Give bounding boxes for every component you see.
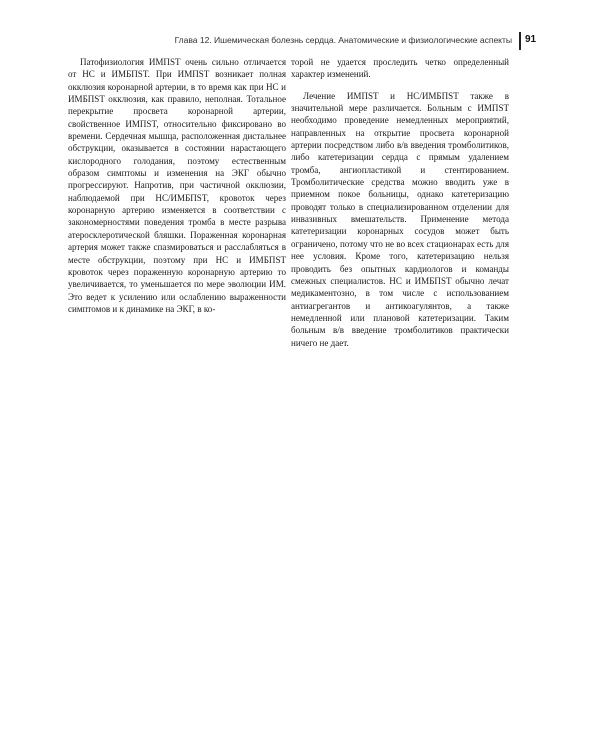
body-paragraph: Патофизиология ИМПST очень сильно отличается от НС и ИМБПST. При ИМПST возникает полная окклюзия коронарной артерии, в то время как при НС и ИМБПST окклюзия, как правило, неполная. Тотальное перекрытие просвета коронарной артерии, свойственное ИМПST, относительно фиксировано во времени. Сердечная мышца, расположенная дистальнее обструкции, оказывается в состоянии нарастающего кислородного голодания, поэтому естественным образом симптомы и изменения на ЭКГ обычно прогрессируют. Напротив, при частичной окклюзии, наблюдаемой при НС/ИМБПST, кровоток через коронарную артерию изменяется в соответствии с закономерностями поведения тромба в месте разрыва атеросклеротической бляшки. Пораженная коронарная артерия может также спазмироваться и расслабляться в месте обструкции, поэтому при НС и ИМБПST кровоток через пораженную коронарную артерию то увеличивается, то уменьшается по мере эволюции ИМ. Это ведет к усилению или ослаблению выраженности симптомов и к динамике на ЭКГ, в ко- xyxy=(68,57,286,314)
running-head: Глава 12. Ишемическая болезнь сердца. Анатомические и физиологические аспекты xyxy=(174,35,512,45)
right-column xyxy=(291,56,509,349)
body-paragraph: Лечение ИМПST и НС/ИМБПST также в значительной мере различается. Больным с ИМПST необходимо проведение немедленных мероприятий, направленных на открытие просвета коронарной артерии посредством либо в/в введения тромболитиков, либо катетеризации сердца с прямым удалением тромба, ангиопластикой и стентированием. Тромболитические средства можно вводить уже в приемном покое больницы, однако катетеризацию проводят только в специализированном отделении для инвазивных вмешательств. Применение метода катетеризации коронарных сосудов может быть ограничено, потому что не во всех стационарах есть для нее условия. Кроме того, катетеризацию нельзя проводить без опытных кардиологов и команды смежных специалистов. НС и ИМБПST обычно лечат медикаментозно, в том числе с использованием антиагрегантов и антикоагулянтов, а также немедленной или плановой катетеризации. Таким больным в/в введение тромболитиков практически ничего не дает. xyxy=(291,90,509,348)
header-divider xyxy=(519,32,521,50)
page-header xyxy=(0,33,600,51)
page-number: 91 xyxy=(525,34,537,45)
body-paragraph-continued: торой не удается проследить четко определенный характер изменений. xyxy=(291,57,509,80)
left-column xyxy=(68,56,286,315)
